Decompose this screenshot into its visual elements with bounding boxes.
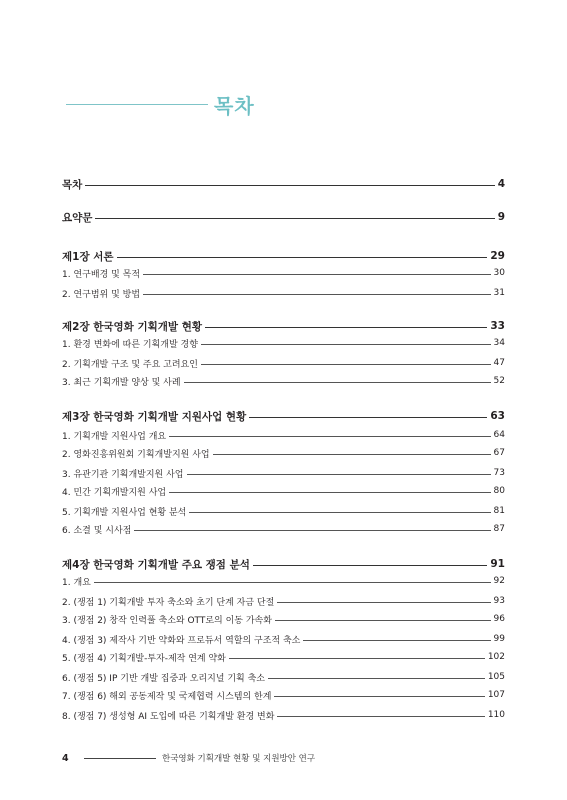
toc-entry-label: 1. 기획개발 지원사업 개요 bbox=[62, 431, 167, 442]
toc-leader-line bbox=[213, 454, 491, 455]
toc-entry-label: 제4장 한국영화 기획개발 주요 쟁점 분석 bbox=[62, 558, 250, 571]
toc-entry-page: 52 bbox=[493, 376, 505, 386]
toc-entry-label: 1. 개요 bbox=[62, 577, 91, 588]
toc-entry-page: 33 bbox=[490, 320, 505, 332]
toc-leader-line bbox=[205, 327, 487, 328]
toc-chapter-entry[interactable] bbox=[62, 249, 505, 263]
toc-section-entry[interactable] bbox=[62, 485, 505, 497]
toc-section-entry[interactable] bbox=[62, 337, 505, 349]
toc-entry-page: 102 bbox=[487, 652, 505, 662]
toc-entry-label: 3. 최근 기획개발 양상 및 사례 bbox=[62, 377, 181, 388]
footer-running-title: 한국영화 기획개발 현황 및 지원방안 연구 bbox=[162, 754, 316, 764]
toc-section-entry[interactable] bbox=[62, 671, 505, 683]
toc-entry-label: 제2장 한국영화 기획개발 현황 bbox=[62, 320, 202, 333]
toc-chapter-entry[interactable] bbox=[62, 409, 505, 423]
page-footer bbox=[62, 751, 362, 765]
toc-section-entry[interactable] bbox=[62, 709, 505, 721]
toc-entry-page: 73 bbox=[493, 468, 505, 478]
toc-section-entry[interactable] bbox=[62, 575, 505, 587]
toc-leader-line bbox=[184, 382, 491, 383]
toc-entry-label: 4. (쟁점 3) 제작사 기반 약화와 프로듀서 역할의 구조적 축소 bbox=[62, 635, 301, 646]
toc-entry-label: 목차 bbox=[62, 178, 83, 191]
toc-leader-line bbox=[189, 512, 490, 513]
toc-section-entry[interactable] bbox=[62, 505, 505, 517]
toc-chapter-entry[interactable] bbox=[62, 177, 505, 191]
toc-section-entry[interactable] bbox=[62, 523, 505, 535]
toc-leader-line bbox=[94, 582, 491, 583]
toc-entry-page: 81 bbox=[493, 506, 505, 516]
toc-section-entry[interactable] bbox=[62, 447, 505, 459]
toc-leader-line bbox=[117, 257, 488, 258]
toc-entry-page: 9 bbox=[497, 211, 505, 223]
toc-entry-label: 1. 환경 변화에 따른 기획개발 경향 bbox=[62, 339, 198, 350]
toc-section-entry[interactable] bbox=[62, 633, 505, 645]
toc-entry-page: 93 bbox=[493, 596, 505, 606]
toc-leader-line bbox=[303, 640, 490, 641]
toc-entry-page: 4 bbox=[497, 178, 505, 190]
toc-entry-label: 제1장 서론 bbox=[62, 250, 114, 263]
toc-section-entry[interactable] bbox=[62, 429, 505, 441]
toc-section-entry[interactable] bbox=[62, 651, 505, 663]
toc-entry-label: 8. (쟁점 7) 생성형 AI 도입에 따른 기획개발 환경 변화 bbox=[62, 711, 275, 722]
toc-leader-line bbox=[275, 620, 491, 621]
toc-entry-label: 4. 민간 기획개발지원 사업 bbox=[62, 487, 167, 498]
toc-leader-line bbox=[169, 436, 490, 437]
toc-entry-label: 7. (쟁점 6) 해외 공동제작 및 국제협력 시스템의 한계 bbox=[62, 691, 272, 702]
toc-entry-page: 64 bbox=[493, 430, 505, 440]
toc-entry-page: 91 bbox=[490, 558, 505, 570]
toc-entry-label: 6. (쟁점 5) IP 기반 개발 집중과 오리지널 기획 축소 bbox=[62, 673, 265, 684]
toc-entry-page: 99 bbox=[493, 634, 505, 644]
toc-leader-line bbox=[169, 492, 490, 493]
toc-entry-label: 5. (쟁점 4) 기획개발-투자-제작 연계 약화 bbox=[62, 653, 226, 664]
toc-entry-page: 29 bbox=[490, 250, 505, 262]
toc-leader-line bbox=[277, 602, 490, 603]
toc-entry-page: 30 bbox=[493, 268, 505, 278]
toc-section-entry[interactable] bbox=[62, 357, 505, 369]
toc-leader-line bbox=[268, 678, 485, 679]
toc-section-entry[interactable] bbox=[62, 267, 505, 279]
toc-entry-page: 31 bbox=[493, 288, 505, 298]
toc-leader-line bbox=[229, 658, 485, 659]
toc-entry-label: 3. (쟁점 2) 창작 인력풀 축소와 OTT로의 이동 가속화 bbox=[62, 615, 272, 626]
toc-entry-page: 47 bbox=[493, 358, 505, 368]
toc-entry-label: 2. (쟁점 1) 기획개발 투자 축소와 초기 단계 자금 단절 bbox=[62, 597, 275, 608]
toc-entry-label: 2. 연구범위 및 방법 bbox=[62, 289, 141, 300]
toc-leader-line bbox=[85, 185, 494, 186]
toc-entry-label: 6. 소결 및 시사점 bbox=[62, 525, 132, 536]
toc-section-entry[interactable] bbox=[62, 689, 505, 701]
toc-leader-line bbox=[274, 696, 484, 697]
toc-entry-page: 67 bbox=[493, 448, 505, 458]
toc-leader-line bbox=[277, 716, 484, 717]
toc-section-entry[interactable] bbox=[62, 613, 505, 625]
toc-entry-page: 110 bbox=[487, 710, 505, 720]
toc-entry-page: 34 bbox=[493, 338, 505, 348]
toc-section-entry[interactable] bbox=[62, 375, 505, 387]
toc-leader-line bbox=[134, 530, 490, 531]
toc-entry-page: 87 bbox=[493, 524, 505, 534]
toc-leader-line bbox=[95, 218, 494, 219]
toc-section-entry[interactable] bbox=[62, 467, 505, 479]
toc-section-entry[interactable] bbox=[62, 287, 505, 299]
footer-page-number: 4 bbox=[62, 752, 69, 764]
toc-chapter-entry[interactable] bbox=[62, 557, 505, 571]
toc-entry-page: 105 bbox=[487, 672, 505, 682]
toc-leader-line bbox=[143, 274, 491, 275]
toc-entry-label: 2. 영화진흥위원회 기획개발지원 사업 bbox=[62, 449, 210, 460]
toc-entry-page: 80 bbox=[493, 486, 505, 496]
toc-section-entry[interactable] bbox=[62, 595, 505, 607]
toc-leader-line bbox=[143, 294, 491, 295]
toc-chapter-entry[interactable] bbox=[62, 319, 505, 333]
toc-entry-label: 제3장 한국영화 기획개발 지원사업 현황 bbox=[62, 410, 247, 423]
toc-leader-line bbox=[249, 417, 487, 418]
toc-leader-line bbox=[253, 565, 488, 566]
toc-entry-page: 63 bbox=[490, 410, 505, 422]
toc-chapter-entry[interactable] bbox=[62, 210, 505, 224]
toc-entry-label: 2. 기획개발 구조 및 주요 고려요인 bbox=[62, 359, 198, 370]
toc-entry-label: 3. 유관기관 기획개발지원 사업 bbox=[62, 469, 184, 480]
toc-leader-line bbox=[201, 344, 491, 345]
toc-entry-label: 1. 연구배경 및 목적 bbox=[62, 269, 141, 280]
heading-rule bbox=[66, 104, 208, 105]
toc-entry-page: 96 bbox=[493, 614, 505, 624]
toc-entry-page: 92 bbox=[493, 576, 505, 586]
toc-leader-line bbox=[201, 364, 491, 365]
page-title: 목차 bbox=[214, 94, 255, 118]
toc-heading bbox=[66, 90, 266, 120]
toc-entry-page: 107 bbox=[487, 690, 505, 700]
toc-entry-label: 요약문 bbox=[62, 211, 93, 224]
footer-rule bbox=[84, 758, 156, 759]
toc-entry-label: 5. 기획개발 지원사업 현황 분석 bbox=[62, 507, 187, 518]
toc-leader-line bbox=[187, 474, 491, 475]
